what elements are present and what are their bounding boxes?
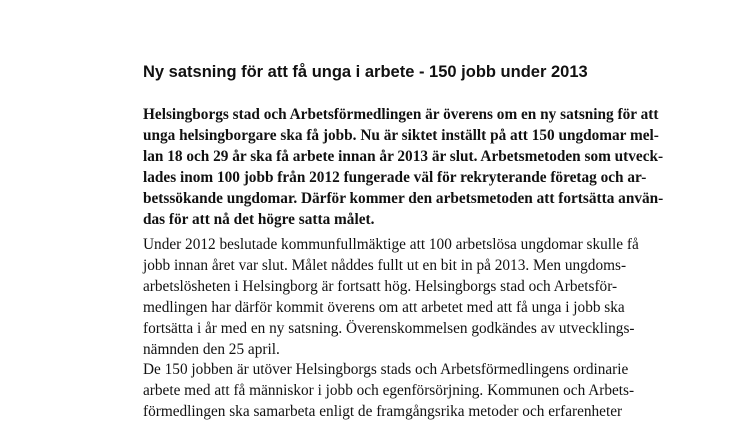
lead-line: betssökande ungdomar. Därför kommer den arbetsmetoden att fortsätta använ-: [143, 190, 664, 207]
lead-line: lades inom 100 jobb från 2012 fungerade väl för rekryterande företag och ar-: [143, 169, 647, 186]
paragraph-line: jobb innan året var slut. Målet nåddes fullt ut en bit in på 2013. Men ungdoms-: [143, 257, 627, 274]
lead-line: das för att nå det högre satta målet.: [143, 211, 375, 228]
lead-paragraph: [143, 104, 664, 230]
body-paragraph-3: [143, 359, 635, 422]
paragraph-line: nämnden den 25 april.: [143, 341, 280, 358]
paragraph-line: förmedlingen ska samarbeta enligt de framgångsrika metoder och erfarenheter: [143, 403, 623, 420]
paragraph-line: medlingen har därför kommit överens om att arbetet med att få unga i jobb ska: [143, 299, 625, 316]
lead-line: Helsingborgs stad och Arbetsförmedlingen är överens om en ny satsning för att: [143, 106, 659, 123]
lead-line: lan 18 och 29 år ska få arbete innan år 2013 är slut. Arbetsmetoden som utveck-: [143, 148, 664, 165]
paragraph-line: arbete med att få människor i jobb och egenförsörjning. Kommunen och Arbets-: [143, 382, 635, 399]
body-paragraph-2: [143, 234, 639, 360]
lead-line: unga helsingborgare ska få jobb. Nu är siktet inställt på att 150 ungdomar mel-: [143, 127, 659, 144]
paragraph-line: fortsätta i år med en ny satsning. Överenskommelsen godkändes av utvecklings-: [143, 320, 635, 337]
paragraph-line: De 150 jobben är utöver Helsingborgs stads och Arbetsförmedlingens ordinarie: [143, 361, 629, 378]
document-title: Ny satsning för att få unga i arbete - 150 jobb under 2013: [143, 63, 588, 81]
paragraph-line: arbetslösheten i Helsingborg är fortsatt hög. Helsingborgs stad och Arbetsför-: [143, 278, 618, 295]
paragraph-line: Under 2012 beslutade kommunfullmäktige att 100 arbetslösa ungdomar skulle få: [143, 236, 639, 253]
